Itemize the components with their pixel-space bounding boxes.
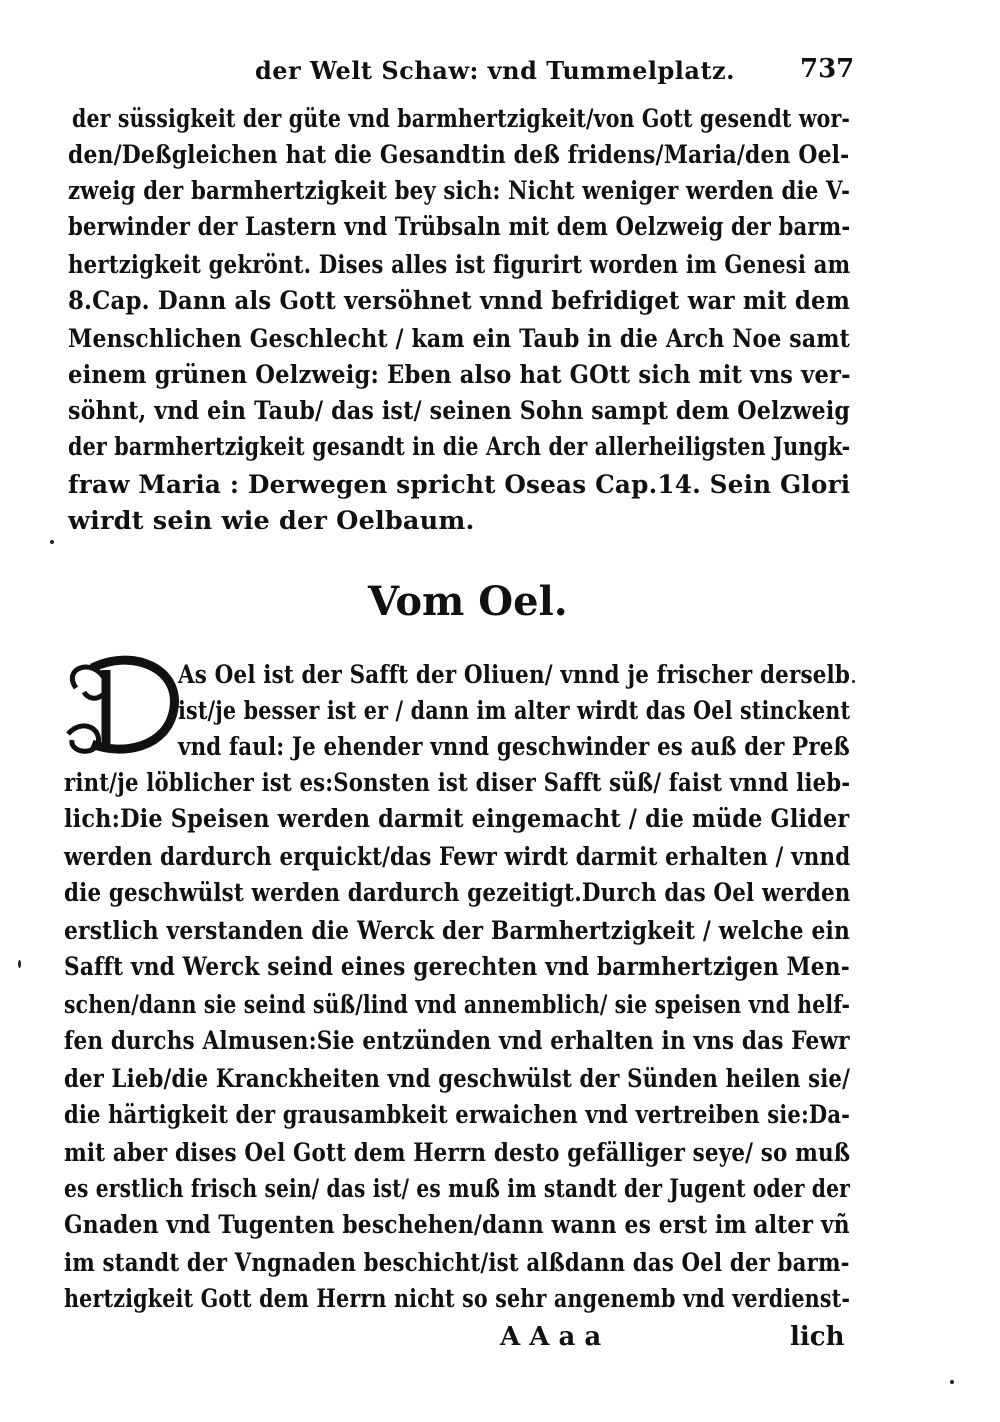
text-line: den/Deßgleichen hat die Gesandtin deß fridens/Maria/den Oel- [68,140,850,170]
page-number: 737 [800,54,855,84]
text-line: erstlich verstanden die Werck der Barmhertzigkeit / welche ein [64,916,851,946]
drop-cap-initial [62,648,190,758]
text-line: einem grünen Oelzweig: Eben also hat GOtt sich mit vns ver- [68,360,851,390]
scan-speck [852,680,855,683]
text-line: berwinder der Lastern vnd Trübsaln mit dem Oelzweig der barm- [68,212,851,242]
text-line: fen durchs Almusen:Sie entzünden vnd erhalten in vns das Fewr [64,1026,850,1056]
text-line: zweig der barmhertzigkeit bey sich: Nicht weniger werden die V- [68,176,851,206]
catchword: lich [790,1322,845,1352]
text-line: der süssigkeit der güte vnd barmhertzigkeit/von Gott gesendt wor- [72,104,851,134]
text-line: die härtigkeit der grausambkeit erwaichen vnd vertreiben sie:Da- [64,1100,851,1130]
text-line: ist/je besser ist er / dann im alter wirdt das Oel stinckent [178,696,851,726]
text-line: hertzigkeit Gott dem Herrn nicht so sehr angenemb vnd verdienst- [64,1284,851,1314]
text-line: wirdt sein wie der Oelbaum. [68,506,475,536]
drop-cap-letter: D [120,730,121,731]
text-line: Menschlichen Geschlecht / kam ein Taub in die Arch Noe samt [68,324,850,354]
text-line: schen/dann sie seind süß/lind vnd annemblich/ sie speisen vnd helf- [64,990,851,1020]
text-line: der Lieb/die Kranckheiten vnd geschwülst der Sünden heilen sie/ [64,1064,851,1094]
text-line: im standt der Vngnaden beschicht/ist alßdann das Oel der barm- [64,1248,850,1278]
scan-speck [50,540,54,544]
text-line: hertzigkeit gekrönt. Dises alles ist figurirt worden im Genesi am [68,250,851,280]
text-line: 8.Cap. Dann als Gott versöhnet vnnd befridiget war mit dem [68,286,851,316]
text-line: der barmhertzigkeit gesandt in die Arch der allerheiligsten Jungk- [68,432,851,462]
text-line: die geschwülst werden dardurch gezeitigt.Durch das Oel werden [64,878,851,908]
text-line: rint/je löblicher ist es:Sonsten ist diser Safft süß/ faist vnnd lieb- [64,768,851,798]
section-heading: Vom Oel. [368,578,568,625]
text-line: mit aber dises Oel Gott dem Herrn desto gefälliger seye/ so muß [64,1138,851,1168]
text-line: Gnaden vnd Tugenten beschehen/dann wann es erst im alter vñ [64,1210,850,1240]
text-line: es erstlich frisch sein/ das ist/ es muß im standt der Jugent oder der [64,1174,850,1204]
text-line: lich:Die Speisen werden darmit eingemacht / die müde Glider [64,804,850,834]
text-line: söhnt, vnd ein Taub/ das ist/ seinen Sohn sampt dem Oelzweig [68,396,851,426]
text-line: fraw Maria : Derwegen spricht Oseas Cap.14. Sein Glori [68,470,851,500]
text-line: vnd faul: Je ehender vnnd geschwinder es auß der Preß [178,732,850,762]
text-line: As Oel ist der Safft der Oliuen/ vnnd je frischer derselb [178,660,850,690]
scan-speck [18,960,21,968]
text-line: werden dardurch erquickt/das Fewr wirdt darmit erhalten / vnnd [64,842,851,872]
running-title: der Welt Schaw: vnd Tummelplatz. [255,56,736,85]
text-line: Safft vnd Werck seind eines gerechten vnd barmhertzigen Men- [64,952,850,982]
scan-speck [950,1380,954,1384]
signature-mark: A A a a [500,1322,602,1352]
